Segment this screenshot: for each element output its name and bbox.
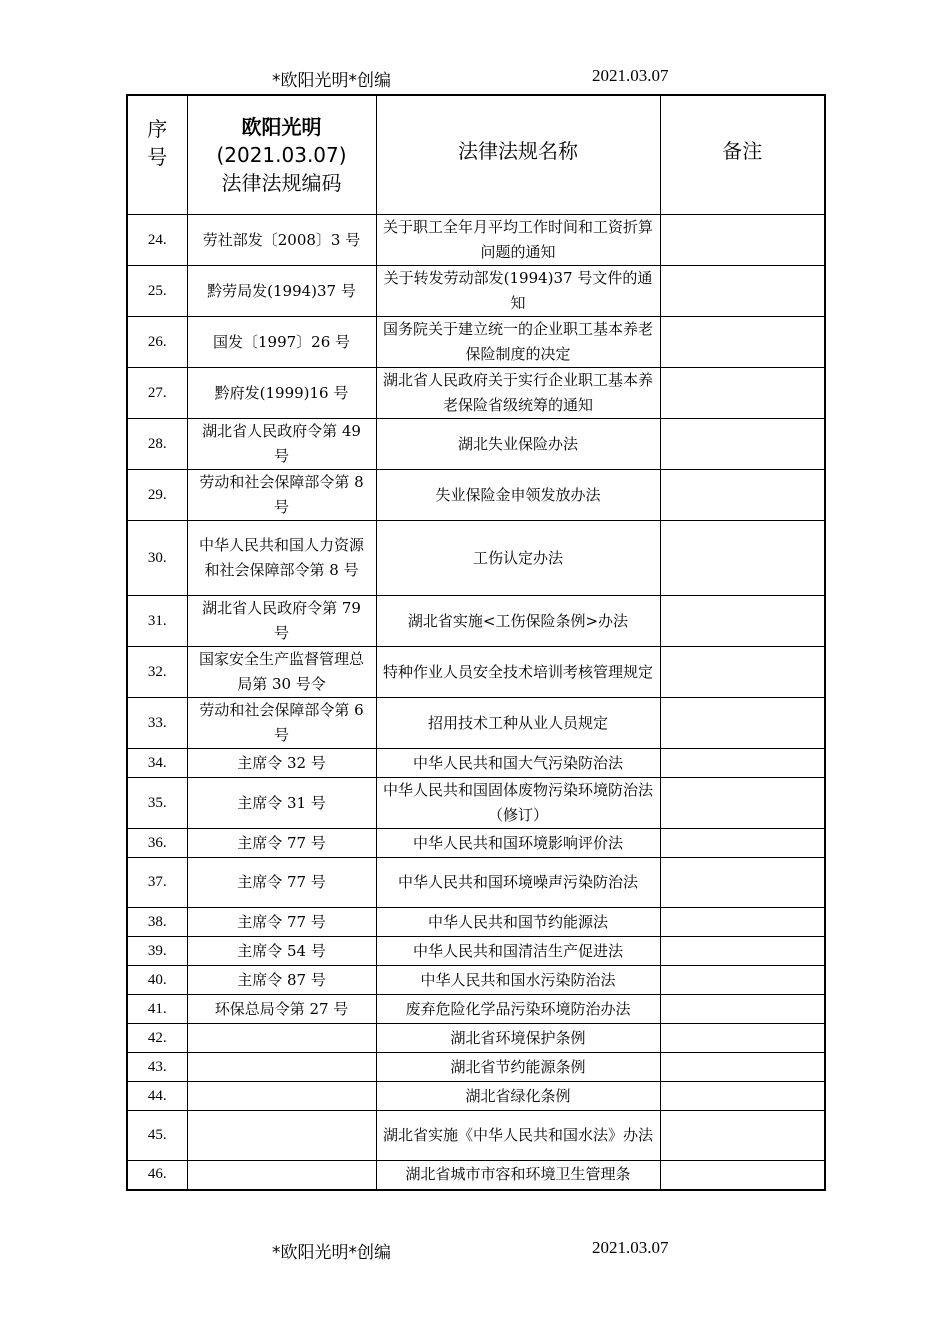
row-name: 湖北省城市市容和环境卫生管理条 [376,1161,660,1190]
footer-date: 2021.03.07 [592,1238,669,1257]
column-header-code-line2: (2021.03.07) [216,143,347,167]
row-name: 中华人民共和国环境影响评价法 [376,829,660,858]
row-name: 中华人民共和国环境噪声污染防治法 [376,858,660,908]
regulations-table [126,94,826,1191]
table-row [127,596,825,647]
row-remark [660,317,825,368]
row-name: 关于转发劳动部发(1994)37 号文件的通知 [376,266,660,317]
row-name: 中华人民共和国水污染防治法 [376,966,660,995]
row-remark [660,778,825,829]
row-number: 44. [127,1082,187,1111]
column-header-remark: 备注 [660,95,825,215]
row-remark [660,419,825,470]
row-name: 特种作业人员安全技术培训考核管理规定 [376,647,660,698]
row-number: 39. [127,937,187,966]
row-code: 主席令 31 号 [187,778,376,829]
row-remark [660,966,825,995]
row-remark [660,749,825,778]
row-code [187,1024,376,1053]
column-header-code [187,95,376,215]
row-number: 36. [127,829,187,858]
row-number: 25. [127,266,187,317]
row-code [187,1161,376,1190]
row-code: 黔府发(1999)16 号 [187,368,376,419]
row-code: 湖北省人民政府令第 49 号 [187,419,376,470]
table-row [127,937,825,966]
row-remark [660,215,825,266]
table-row [127,1111,825,1161]
row-number: 24. [127,215,187,266]
table-row [127,215,825,266]
row-number: 28. [127,419,187,470]
row-code: 环保总局令第 27 号 [187,995,376,1024]
table-row [127,908,825,937]
page-footer [0,1238,950,1262]
row-remark [660,266,825,317]
table-row [127,647,825,698]
row-name: 湖北省节约能源条例 [376,1053,660,1082]
column-header-name: 法律法规名称 [376,95,660,215]
row-remark [660,1161,825,1190]
header-date: 2021.03.07 [592,66,669,85]
row-code: 国发〔1997〕26 号 [187,317,376,368]
row-name: 关于职工全年月平均工作时间和工资折算问题的通知 [376,215,660,266]
table-row [127,1082,825,1111]
row-number: 27. [127,368,187,419]
row-name: 湖北省环境保护条例 [376,1024,660,1053]
row-remark [660,937,825,966]
row-code: 劳动和社会保障部令第 6 号 [187,698,376,749]
row-code: 劳动和社会保障部令第 8 号 [187,470,376,521]
row-code [187,1082,376,1111]
row-number: 29. [127,470,187,521]
row-name: 湖北省绿化条例 [376,1082,660,1111]
row-name: 失业保险金申领发放办法 [376,470,660,521]
row-name: 中华人民共和国节约能源法 [376,908,660,937]
row-remark [660,1111,825,1161]
table-row [127,829,825,858]
table-row [127,1024,825,1053]
row-name: 中华人民共和国固体废物污染环境防治法（修订） [376,778,660,829]
row-code: 黔劳局发(1994)37 号 [187,266,376,317]
row-number: 43. [127,1053,187,1082]
row-number: 46. [127,1161,187,1190]
column-header-number: 序号 [127,95,187,215]
row-remark [660,368,825,419]
page-header [0,66,950,90]
row-remark [660,470,825,521]
table-row [127,419,825,470]
row-code: 中华人民共和国人力资源和社会保障部令第 8 号 [187,521,376,596]
row-number: 30. [127,521,187,596]
header-author: *欧阳光明*创编 [272,71,391,91]
row-name: 中华人民共和国清洁生产促进法 [376,937,660,966]
row-number: 41. [127,995,187,1024]
row-remark [660,1024,825,1053]
footer-author: *欧阳光明*创编 [272,1243,391,1263]
row-code: 国家安全生产监督管理总局第 30 号令 [187,647,376,698]
row-code: 湖北省人民政府令第 79 号 [187,596,376,647]
row-number: 26. [127,317,187,368]
row-code: 主席令 77 号 [187,829,376,858]
row-number: 34. [127,749,187,778]
row-code: 主席令 77 号 [187,858,376,908]
row-remark [660,995,825,1024]
row-code: 主席令 77 号 [187,908,376,937]
column-header-code-line3: 法律法规编码 [221,171,342,195]
row-remark [660,521,825,596]
row-code [187,1111,376,1161]
column-header-code-line1: 欧阳光明 [241,115,322,139]
table-row [127,966,825,995]
row-remark [660,1053,825,1082]
row-name: 废弃危险化学品污染环境防治办法 [376,995,660,1024]
row-number: 40. [127,966,187,995]
table-header-row [127,95,825,215]
row-name: 湖北失业保险办法 [376,419,660,470]
row-remark [660,908,825,937]
row-name: 湖北省人民政府关于实行企业职工基本养老保险省级统筹的通知 [376,368,660,419]
row-number: 35. [127,778,187,829]
row-code: 主席令 87 号 [187,966,376,995]
row-number: 45. [127,1111,187,1161]
row-name: 工伤认定办法 [376,521,660,596]
table-row [127,698,825,749]
row-number: 32. [127,647,187,698]
table-row [127,317,825,368]
table-row [127,858,825,908]
table-row [127,266,825,317]
table-row [127,1161,825,1190]
row-remark [660,829,825,858]
row-remark [660,1082,825,1111]
table-row [127,470,825,521]
table-row [127,521,825,596]
row-name: 湖北省实施<工伤保险条例>办法 [376,596,660,647]
row-code: 劳社部发〔2008〕3 号 [187,215,376,266]
row-number: 38. [127,908,187,937]
row-code: 主席令 32 号 [187,749,376,778]
row-name: 中华人民共和国大气污染防治法 [376,749,660,778]
table-row [127,749,825,778]
row-name: 招用技术工种从业人员规定 [376,698,660,749]
row-remark [660,647,825,698]
row-number: 37. [127,858,187,908]
row-number: 42. [127,1024,187,1053]
row-name: 国务院关于建立统一的企业职工基本养老保险制度的决定 [376,317,660,368]
row-code: 主席令 54 号 [187,937,376,966]
row-number: 33. [127,698,187,749]
row-number: 31. [127,596,187,647]
table-row [127,778,825,829]
row-remark [660,858,825,908]
table-row [127,1053,825,1082]
row-name: 湖北省实施《中华人民共和国水法》办法 [376,1111,660,1161]
table-row [127,368,825,419]
table-row [127,995,825,1024]
row-remark [660,596,825,647]
row-code [187,1053,376,1082]
row-remark [660,698,825,749]
